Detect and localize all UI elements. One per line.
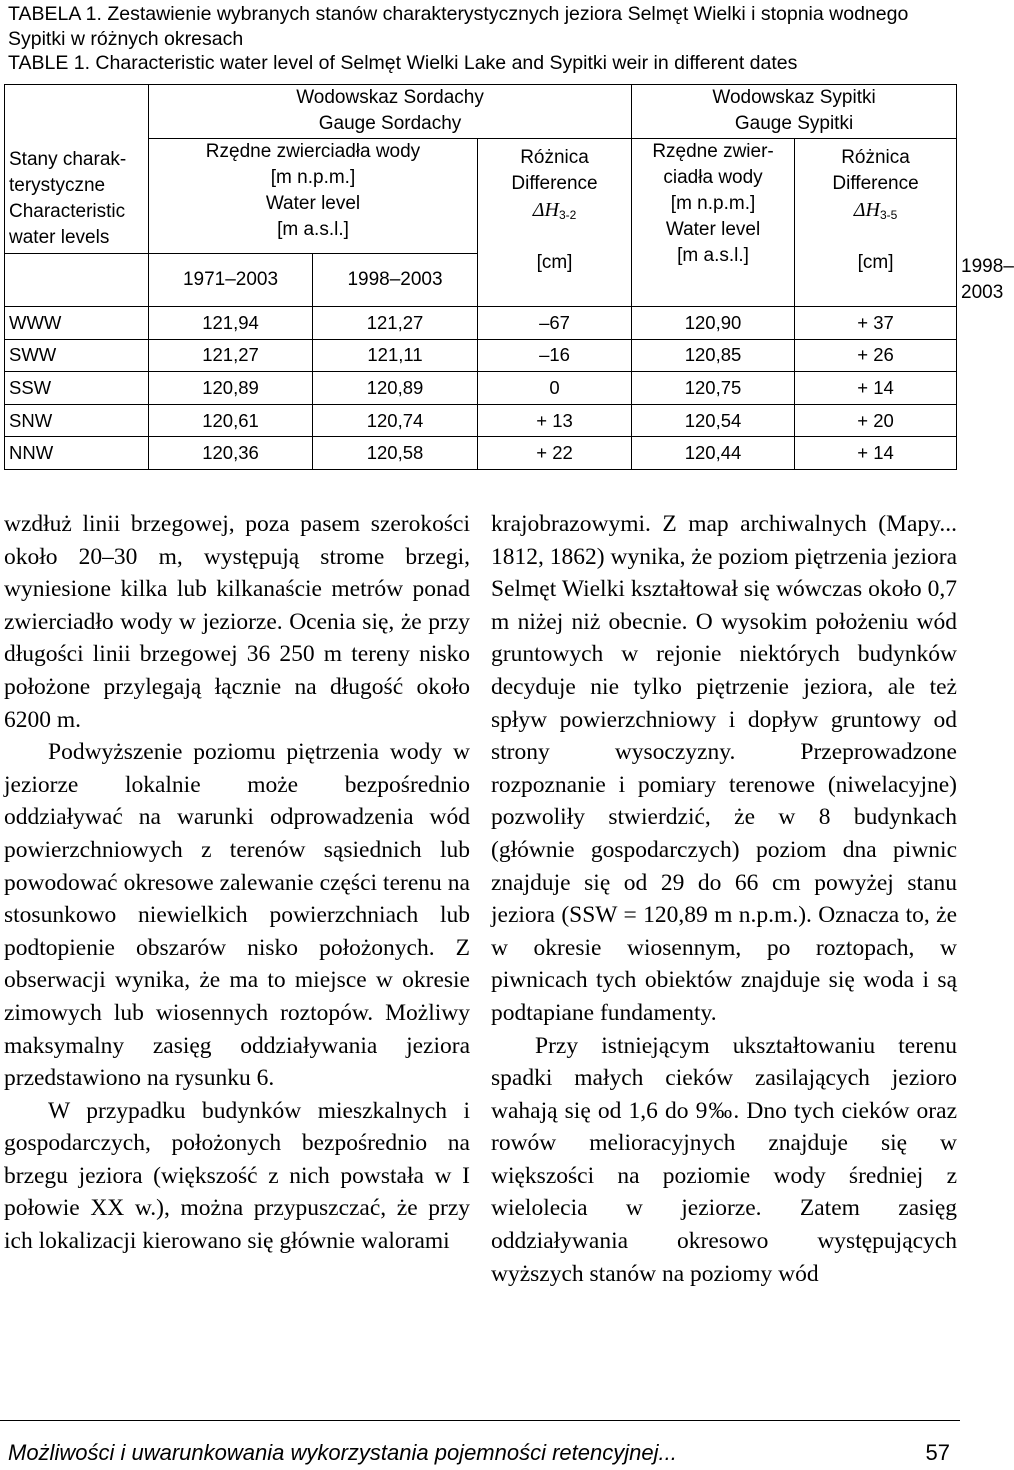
page-footer (8, 1438, 952, 1468)
table-cell: 120,36 (149, 437, 313, 470)
footer-rule (0, 1420, 960, 1421)
paragraph: krajobrazowymi. Z map archiwalnych (Mapy... 1812, 1862) wynika, że poziom piętrzenia jeziora Selmęt Wielki kształtował się wówczas około 0,7 m niżej niż obecnie. O wysokim położeniu wód gruntowych w rejonie niektórych budynków decyduje nie tylko piętrzenie jeziora, ale też spływ powierzchniowy i dopływ gruntowy od strony wysoczyzny. Przeprowadzone rozpoznanie i pomiary terenowe (niwelacyjne) pozwoliły stwierdzić, że w 8 budynkach (głównie gospodarczych) poziom dna piwnic znajduje się od 29 do 66 cm powyżej stanu jeziora (SSW = 120,89 m n.p.m.). Oznacza to, że w okresie wiosennym, po roztopach, w piwnicach tych obiektów znajduje się woda i są podtapiane fundamenty. (491, 511, 957, 1026)
table-cell: + 13 (478, 404, 632, 437)
header-roznica-3-2: Różnica Difference $\Delta H_{3-2}$ [cm] (478, 138, 632, 306)
caption-english: TABLE 1. Characteristic water level of Selmęt Wielki Lake and Sypitki weir in different dates (8, 52, 798, 74)
table-cell: 120,44 (632, 437, 795, 470)
table-cell: 120,89 (313, 372, 478, 405)
table-caption (8, 2, 952, 76)
table-cell: 121,27 (149, 339, 313, 372)
paragraph: Podwyższenie poziomu piętrzenia wody w jeziorze lokalnie może bezpośrednio oddziaływać na warunki odprowadzenia wód powierzchniowych z terenów sąsiednich lub powodować okresowe zalewanie części terenu na stosunkowo niewielkich powierzchniach lub podtopienie obszarów nisko położonych. Z obserwacji wynika, że ma to miejsce w okresie zimowych lub wiosennych roztopów. Możliwy maksymalny zasięg oddziaływania jeziora przedstawiono na rysunku 6. (4, 739, 470, 1092)
table-row (5, 372, 957, 405)
delta-h-3-2: $\Delta H_{3-2}$ (532, 198, 577, 222)
header-stany: Stany charak- terystyczne Characteristic water levels (5, 85, 149, 254)
delta-h-3-5: $\Delta H_{3-5}$ (853, 198, 898, 222)
table-cell: 120,58 (313, 437, 478, 470)
table-cell: 120,75 (632, 372, 795, 405)
table-cell: 0 (478, 372, 632, 405)
paragraph: Przy istniejącym ukształtowaniu terenu spadki małych cieków zasilających jezioro wahają się od 1,6 do 9‰. Dno tych cieków oraz rowów melioracyjnych znajduje się w większości na poziomie wody średniej z wielolecia w jeziorze. Zatem zasięg oddziaływania okresowo występujących wyższych stanów na poziomy wód (491, 1032, 957, 1287)
table-cell: 121,94 (149, 306, 313, 339)
period-1998-2003: 1998–2003 (313, 253, 478, 306)
footer-title: Możliwości i uwarunkowania wykorzystania pojemności retencyjnej... (8, 1440, 677, 1465)
paragraph: wzdłuż linii brzegowej, poza pasem szerokości około 20–30 m, występują strome brzegi, wyniesione kilka lub kilkanaście metrów ponad zwierciadło wody w jeziorze. Ocenia się, że przy długości linii brzegowej 36 250 m tereny nisko położone przylegają łącznie na długość około 6200 m. (4, 511, 470, 733)
table-cell: 120,89 (149, 372, 313, 405)
period-empty (5, 253, 149, 306)
table-cell: –16 (478, 339, 632, 372)
table-cell: + 20 (795, 404, 957, 437)
table-row (5, 339, 957, 372)
water-level-table: Stany charak- terystyczne Characteristic water levels Wodowskaz Sordachy Gauge Sordachy Wodowskaz Sypitki Gauge Sypitki Rzędne zwierciadła wody [m n.p.m.] Water level [m a.s.l.] Różnica Difference $\Delta H_{3-2}$ [cm] Rzędne zwier- ciadła wody [m n.p.m.] Water level [m a.s.l.] Różnica Difference $\Delta H_{3-5}$ [cm] 1971–2003 1998–2003 1998–2003 WWW 121,94 121,27 –67 120,90 + 37 SWW 121,27 121,11 –16 120,85 + 26 SSW 120,89 120,89 0 120,75 + 14 SNW 120,61 120,74 + 13 120,54 + 20 NNW 120,36 120,58 + 22 120,44 + 14 (4, 84, 957, 470)
table-row (5, 404, 957, 437)
header-rzedne-sypitki: Rzędne zwier- ciadła wody [m n.p.m.] Water level [m a.s.l.] (632, 138, 795, 306)
row-label: SSW (5, 372, 149, 405)
header-rzedne-sordachy: Rzędne zwierciadła wody [m n.p.m.] Water level [m a.s.l.] (149, 138, 478, 253)
table-row (5, 437, 957, 470)
row-label: SNW (5, 404, 149, 437)
table-cell: + 26 (795, 339, 957, 372)
body-column-right (491, 508, 957, 1290)
table-cell: 120,74 (313, 404, 478, 437)
row-label: WWW (5, 306, 149, 339)
table-cell: –67 (478, 306, 632, 339)
period-1971-2003: 1971–2003 (149, 253, 313, 306)
table-cell: + 22 (478, 437, 632, 470)
header-gauge-sypitki: Wodowskaz Sypitki Gauge Sypitki (632, 85, 957, 139)
table-cell: 120,61 (149, 404, 313, 437)
page-number: 57 (925, 1440, 950, 1465)
caption-polish: TABELA 1. Zestawienie wybranych stanów charakterystycznych jeziora Selmęt Wielki i stopnia wodnego Sypitki w różnych okresach (8, 3, 909, 50)
row-label: SWW (5, 339, 149, 372)
table-cell: 120,54 (632, 404, 795, 437)
body-column-left (4, 508, 470, 1258)
table-row (5, 306, 957, 339)
table-body (5, 306, 957, 469)
header-gauge-sordachy: Wodowskaz Sordachy Gauge Sordachy (149, 85, 632, 139)
table-cell: 121,11 (313, 339, 478, 372)
table-cell: 120,90 (632, 306, 795, 339)
table-cell: + 14 (795, 372, 957, 405)
table-cell: 120,85 (632, 339, 795, 372)
header-roznica-3-5: Różnica Difference $\Delta H_{3-5}$ [cm] (795, 138, 957, 306)
row-label: NNW (5, 437, 149, 470)
table-cell: + 37 (795, 306, 957, 339)
table-cell: + 14 (795, 437, 957, 470)
paragraph: W przypadku budynków mieszkalnych i gospodarczych, położonych bezpośrednio na brzegu jeziora (większość z nich powstała w I połowie XX w.), można przypuszczać, że przy ich lokalizacji kierowano się głównie walorami (4, 1097, 470, 1255)
table-cell: 121,27 (313, 306, 478, 339)
